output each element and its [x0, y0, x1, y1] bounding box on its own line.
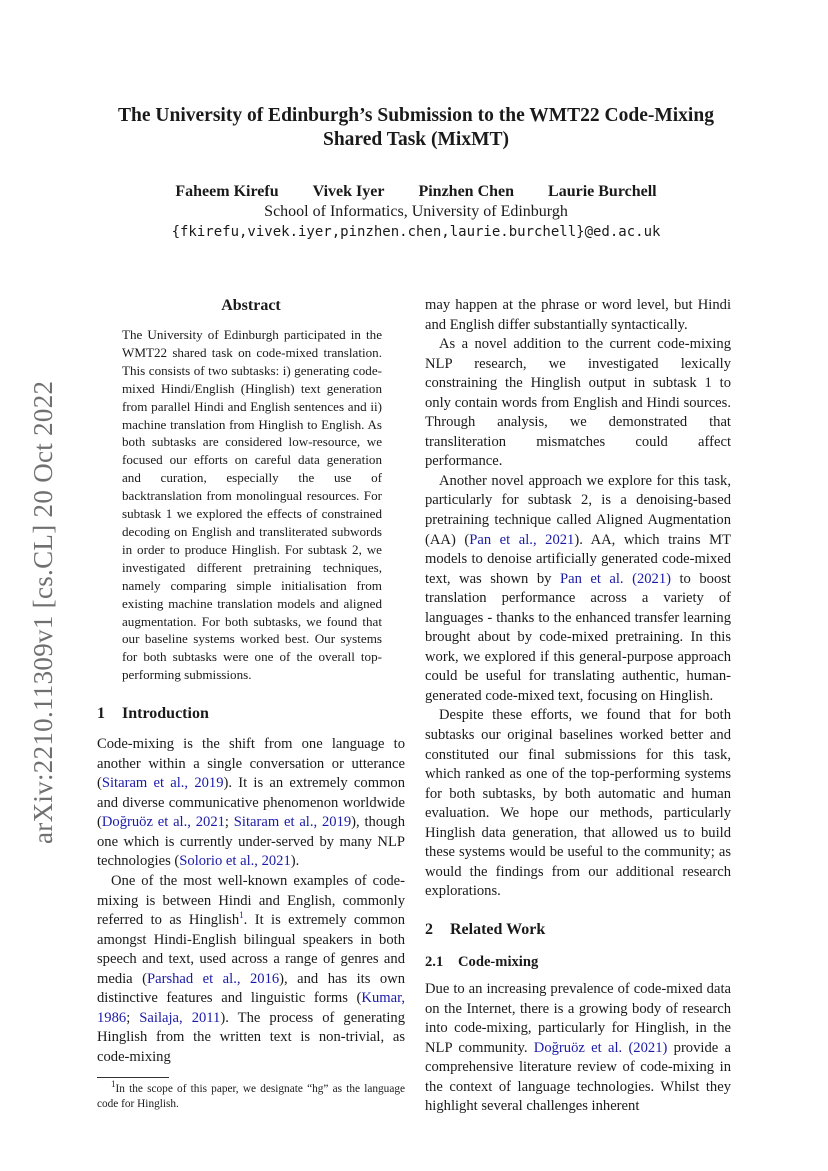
abstract-heading: Abstract	[221, 297, 281, 314]
paragraph-text: ). The process of generating Hinglish from the written text is non-trivial, as code-mixing	[97, 1009, 406, 1065]
title-line-2: Shared Task (MixMT)	[322, 129, 509, 150]
citation-link[interactable]: Sailaja, 2011	[139, 1009, 221, 1026]
abstract-text: The University of Edinburgh participated in the WMT22 shared task on code-mixed translation. This consists of two subtasks: i) generating code-mixed Hindi/English (Hinglish) text generation from parallel Hindi and English sentences and ii) machine translation from Hinglish to English. As both subtasks are considered low-resource, we focused our efforts on careful data generation and curation, especially the use of backtranslation from monolingual resources. For subtask 1 we explored the effects of constrained decoding on English and transliterated subwords in order to produce Hinglish. For subtask 2, we investigated different pretraining techniques, namely comparing simple initialisation from existing machine translation models and aligned augmentation. For both subtasks, we found that our baseline systems worked best. Our systems for both subtasks were one of the overall top-performing submissions.	[122, 327, 382, 683]
paragraph-text: Code-mixing is the shift from one language to another within a single conversation or utterance (	[97, 736, 405, 792]
citation-link[interactable]: Doğruöz et al. (2021)	[533, 1039, 668, 1056]
footnote-text: In the scope of this paper, we designate “hg” as the language code for Hinglish.	[97, 1083, 405, 1110]
section-heading-introduction	[97, 704, 405, 724]
section-number: 1	[97, 705, 105, 723]
author-name: Pinzhen Chen	[418, 183, 515, 200]
subsection-title: Code-mixing	[458, 953, 539, 970]
intro-paragraph-3: As a novel addition to the current code-mixing NLP research, we investigated lexically constraining the Hinglish output in subtask 1 to only contain words from English and Hindi sources. Through analysis, we demonstrated that transliteration mismatches could affect performance.	[425, 336, 731, 470]
section-title: Related Work	[450, 920, 546, 938]
intro-paragraph-1	[97, 735, 405, 872]
intro-paragraph-5: Despite these efforts, we found that for both subtasks our original baselines worked better and constituted our final submissions for this task, which ranked as one of the top-performing systems for both subtasks, by both automatic and human evaluation. We hope our methods, particularly Hinglish data generation, that allowed us to build these systems would be useful to the community; as would the findings from our additional research explorations.	[425, 707, 731, 900]
author-emails: {fkirefu,vivek.iyer,pinzhen.chen,laurie.burchell}@ed.ac.uk	[171, 224, 661, 240]
title-line-1: The University of Edinburgh’s Submission to the WMT22 Code-Mixing	[118, 105, 714, 126]
arxiv-identifier: arXiv:2210.11309v1 [cs.CL] 20 Oct 2022	[28, 380, 58, 845]
affiliation: School of Informatics, University of Edinburgh	[264, 203, 568, 220]
citation-link[interactable]: Solorio et al., 2021	[179, 853, 291, 870]
author-name: Laurie Burchell	[548, 183, 657, 200]
intro-paragraph-4	[425, 472, 731, 707]
footnote-divider	[97, 1077, 169, 1078]
paragraph-text: ;	[126, 1009, 140, 1026]
footnote	[97, 1079, 405, 1111]
footnote-marker[interactable]: 1	[239, 910, 244, 921]
author-name: Faheem Kirefu	[175, 183, 279, 200]
section-title: Introduction	[122, 705, 209, 723]
section-heading-related-work	[425, 920, 731, 940]
paper-title	[100, 104, 732, 152]
author-list	[100, 181, 732, 203]
paragraph-text: ). It is an extremely common and diverse communicative phenomenon worldwide (	[97, 775, 406, 831]
right-column	[425, 296, 731, 1117]
paragraph-text: . It is extremely common amongst Hindi-English bilingual speakers in both speech and text, used across a range of genres and media (	[97, 912, 405, 987]
subsection-number: 2.1	[425, 953, 444, 970]
paragraph-text: Another novel approach we explore for this task, particularly for subtask 2, is a denoising-based pretraining technique called Aligned Augmentation (AA) (	[425, 472, 731, 548]
paragraph-text: provide a comprehensive literature review of code-mixing in the context of language technologies. Whilst they highlight several challenges inherent	[425, 1039, 731, 1115]
citation-link[interactable]: Parshad et al., 2016	[147, 970, 280, 987]
left-column	[97, 296, 405, 1111]
paragraph-text: One of the most well-known examples of code-mixing is between Hindi and English, commonly referred to as Hinglish	[97, 872, 405, 929]
paragraph-text: ), though one which is currently under-served by many NLP technologies (	[97, 814, 406, 870]
citation-link[interactable]: Sitaram et al., 2019	[101, 775, 224, 792]
related-work-paragraph-1	[425, 980, 731, 1117]
citation-link[interactable]: Kumar, 1986	[97, 990, 405, 1026]
section-number: 2	[425, 920, 433, 938]
citation-link[interactable]: Doğruöz et al., 2021	[101, 814, 225, 831]
citation-link[interactable]: Pan et al., 2021	[469, 531, 575, 548]
citation-link[interactable]: Pan et al. (2021)	[559, 570, 671, 587]
subsection-heading-code-mixing	[425, 952, 731, 972]
paragraph-text: to boost translation performance across a variety of languages - thanks to the enhanced transfer learning brought about by code-mixed pretraining. In this work, we explored if this general-purpose approach could be useful for translating authentic, human-generated code-mixed text, focusing on Hinglish.	[425, 570, 731, 704]
paragraph-text: Due to an increasing prevalence of code-mixed data on the Internet, there is a growing body of research into code-mixing, particularly for Hinglish, in the NLP community.	[425, 980, 731, 1056]
citation-link[interactable]: Sitaram et al., 2019	[233, 814, 352, 831]
paragraph-text: ). AA, which trains MT models to denoise artificially generated code-mixed text, was shown by	[425, 531, 731, 587]
intro-paragraph-2	[97, 872, 405, 1067]
author-name: Vivek Iyer	[312, 183, 385, 200]
intro-paragraph-2-continued: may happen at the phrase or word level, but Hindi and English differ substantially syntactically.	[425, 297, 731, 333]
footnote-number: 1	[111, 1079, 116, 1090]
paragraph-text: ), and has its own distinctive features and linguistic forms (	[97, 970, 406, 1007]
paragraph-text: ).	[290, 853, 300, 870]
paragraph-text: ;	[224, 814, 234, 831]
